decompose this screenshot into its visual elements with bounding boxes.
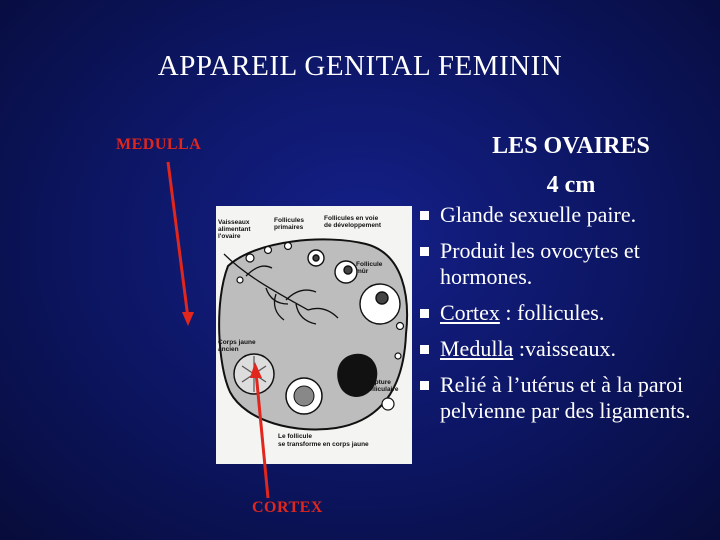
bullet-term: Medulla xyxy=(440,336,514,361)
square-bullet-icon xyxy=(420,247,429,256)
svg-text:Follicules: Follicules xyxy=(274,217,304,224)
svg-text:Le follicule: Le follicule xyxy=(278,433,312,440)
cortex-label: CORTEX xyxy=(252,499,323,516)
size-heading: 4 cm xyxy=(546,172,596,198)
slide-title: APPAREIL GENITAL FEMININ xyxy=(157,50,563,82)
svg-text:primaires: primaires xyxy=(274,224,304,231)
bullet-term: Cortex xyxy=(440,300,500,325)
bullet-item: Relié à l’utérus et à la paroi pelvienne par des ligaments. xyxy=(418,372,718,424)
bullet-item: Glande sexuelle paire. xyxy=(418,202,718,228)
bullet-item: Produit les ovocytes et hormones. xyxy=(418,238,718,290)
square-bullet-icon xyxy=(420,309,429,318)
section-heading: LES OVAIRES xyxy=(492,133,650,159)
svg-text:Corps jaune: Corps jaune xyxy=(218,339,256,346)
square-bullet-icon xyxy=(420,345,429,354)
svg-text:mûr: mûr xyxy=(356,268,369,275)
square-bullet-icon xyxy=(420,211,429,220)
bullet-item: Medulla :vaisseaux. xyxy=(418,336,718,362)
svg-text:folliculaire: folliculaire xyxy=(366,386,399,393)
svg-text:ancien: ancien xyxy=(218,346,239,353)
svg-text:Follicule: Follicule xyxy=(356,261,383,268)
svg-text:de développement: de développement xyxy=(324,222,382,229)
square-bullet-icon xyxy=(420,381,429,390)
svg-text:se transforme en corps jaune: se transforme en corps jaune xyxy=(278,441,369,448)
medulla-label: MEDULLA xyxy=(116,136,202,153)
svg-text:Rupture: Rupture xyxy=(366,379,391,386)
svg-text:alimentant: alimentant xyxy=(218,226,251,233)
svg-text:Follicules en voie: Follicules en voie xyxy=(324,215,379,222)
svg-text:l'ovaire: l'ovaire xyxy=(218,233,241,240)
bullet-item: Cortex : follicules. xyxy=(418,300,718,326)
svg-text:Vaisseaux: Vaisseaux xyxy=(218,219,250,226)
bullet-list xyxy=(418,202,718,424)
